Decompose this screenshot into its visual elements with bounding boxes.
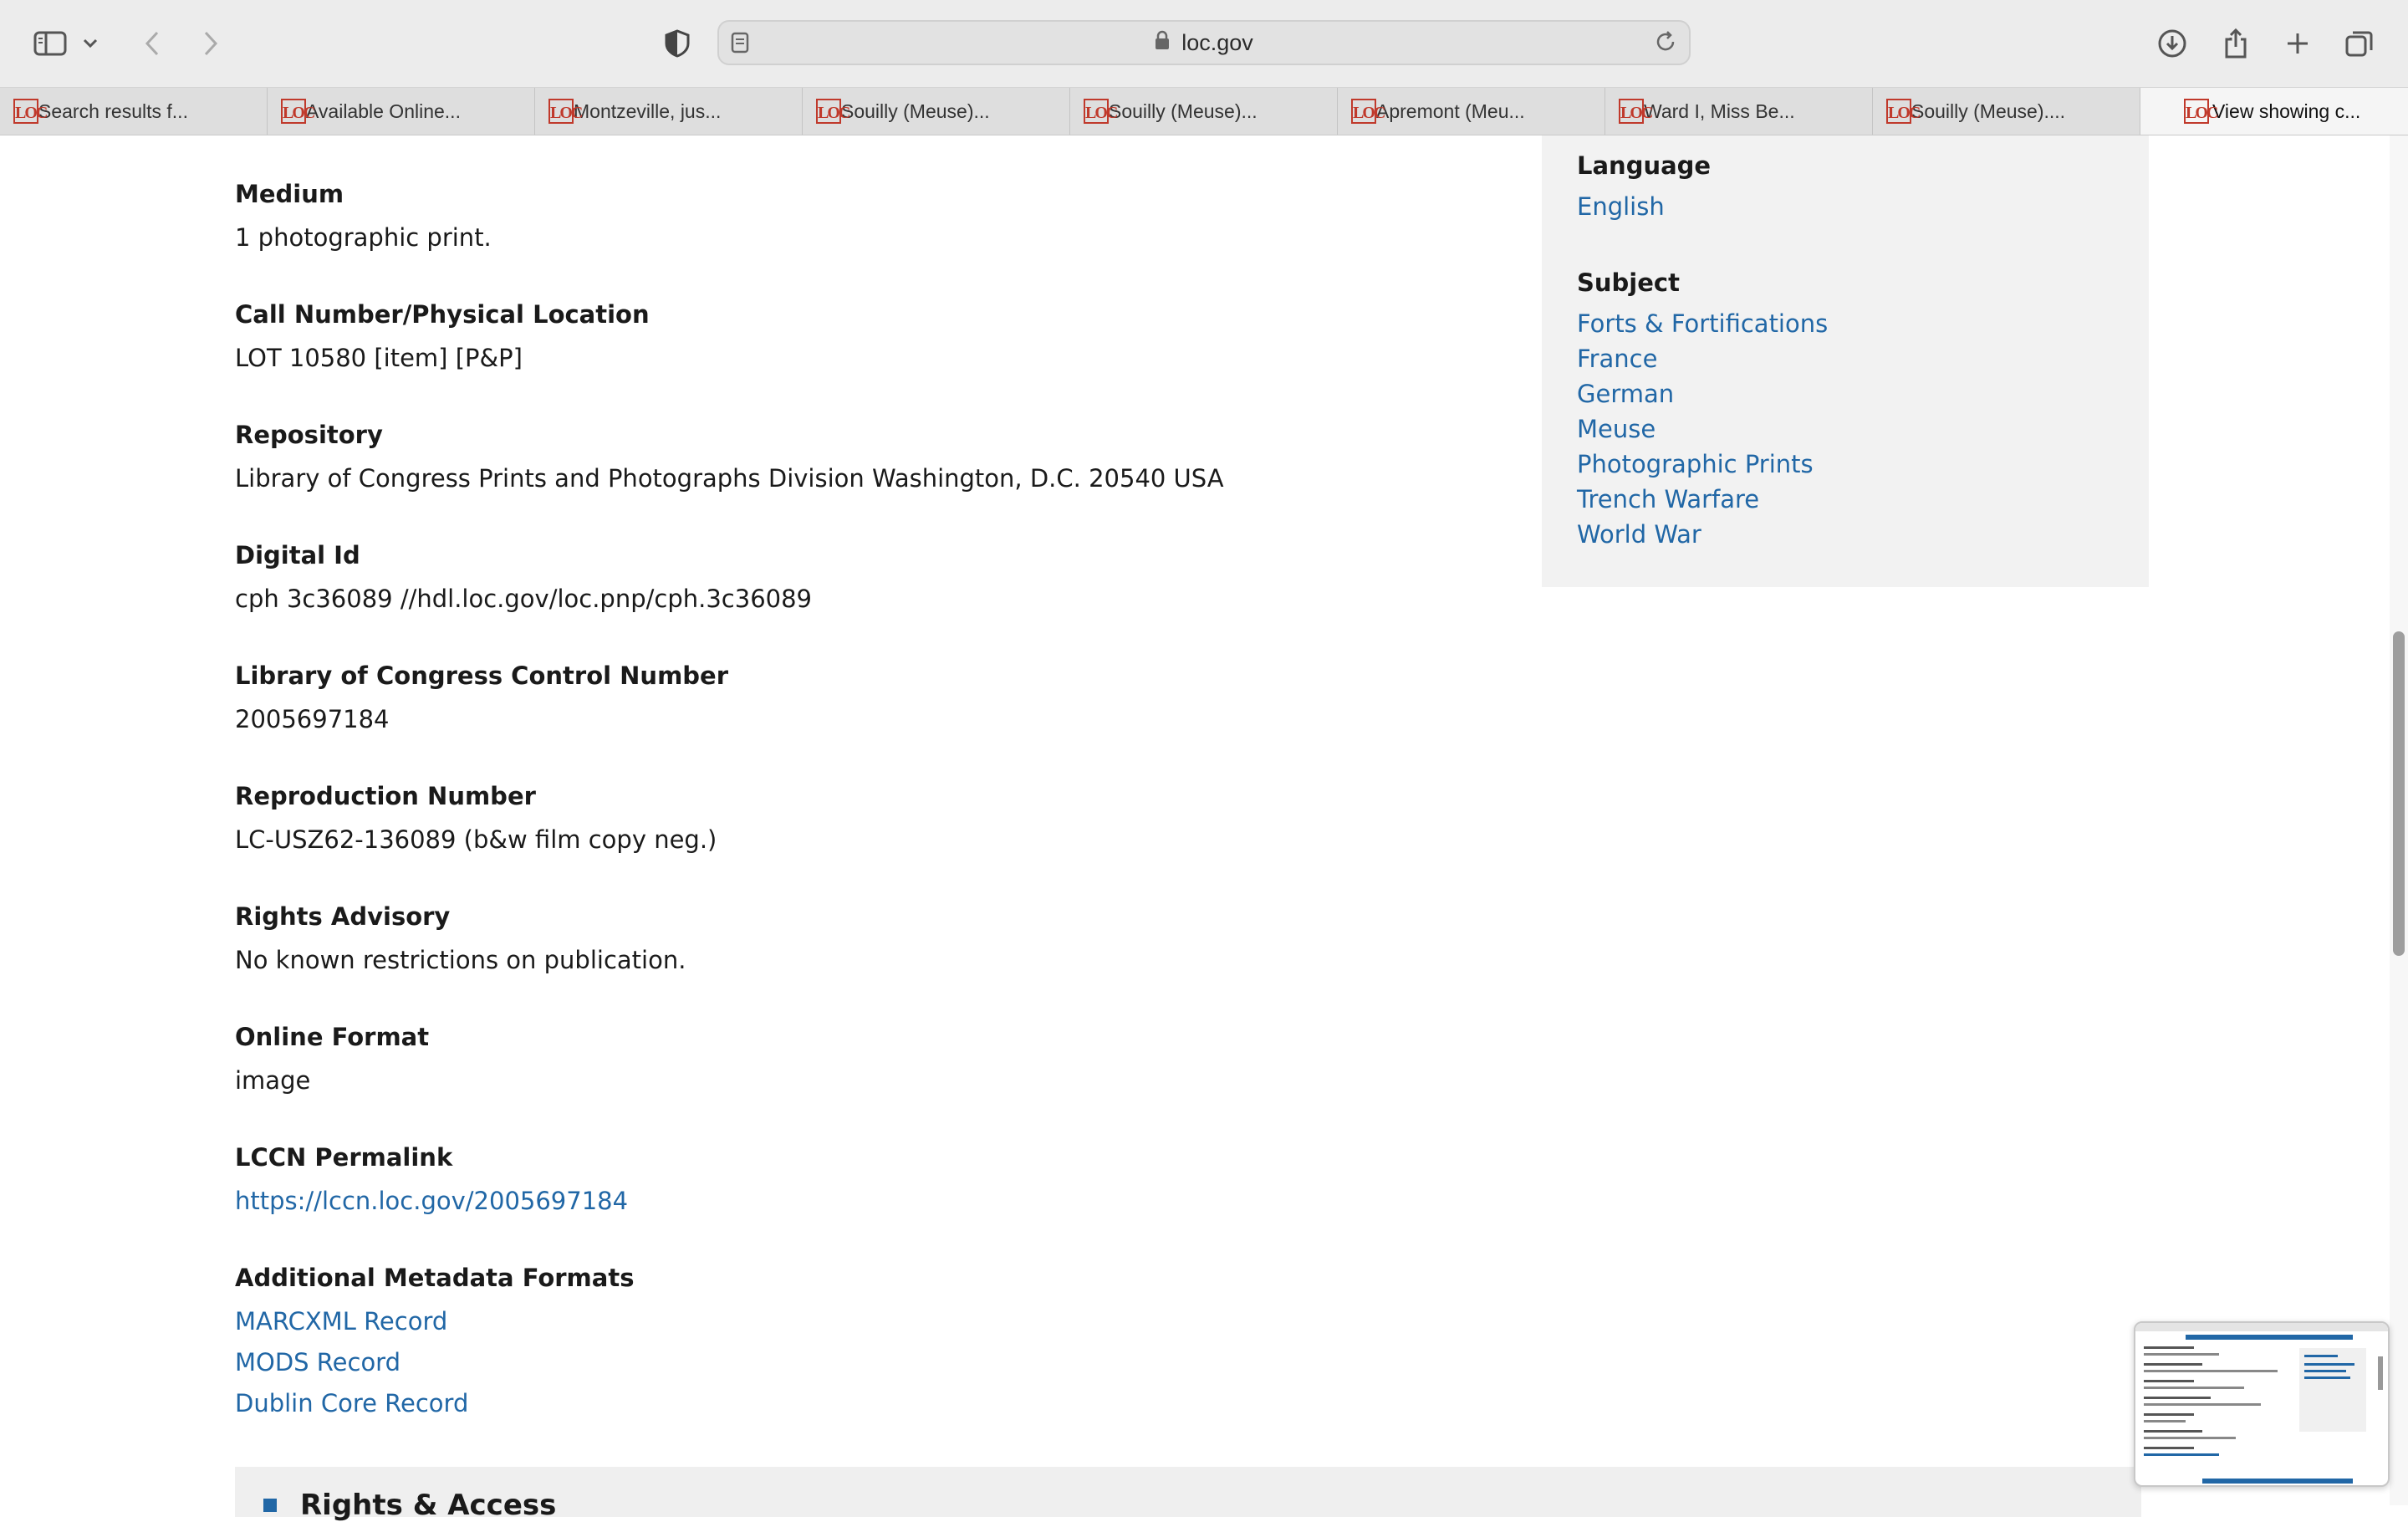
field-value: cph 3c36089 //hdl.loc.gov/loc.pnp/cph.3c36089 bbox=[235, 585, 812, 613]
field-metadata-formats bbox=[235, 1261, 634, 1424]
reload-icon[interactable] bbox=[1654, 30, 1677, 57]
tab-bar bbox=[0, 88, 2408, 135]
field-medium bbox=[235, 177, 492, 254]
tab-1[interactable] bbox=[268, 88, 535, 135]
facet-language bbox=[1577, 149, 1711, 224]
loc-favicon-icon: LOC bbox=[2184, 99, 2209, 124]
facet-link-english[interactable]: English bbox=[1577, 192, 1665, 221]
facet-label: Language bbox=[1577, 151, 1712, 180]
field-value: Library of Congress Prints and Photographs Division Washington, D.C. 20540 USA bbox=[235, 464, 1224, 493]
tab-4[interactable] bbox=[1070, 88, 1338, 135]
tab-5[interactable] bbox=[1338, 88, 1605, 135]
field-label: Rights Advisory bbox=[235, 902, 451, 931]
field-label: LCCN Permalink bbox=[235, 1143, 453, 1172]
loc-favicon-icon: LOC bbox=[1351, 99, 1376, 124]
marcxml-link[interactable]: MARCXML Record bbox=[235, 1307, 448, 1336]
field-value: No known restrictions on publication. bbox=[235, 946, 686, 974]
privacy-shield-icon[interactable] bbox=[654, 22, 701, 65]
loc-favicon-icon: LOC bbox=[281, 99, 306, 124]
field-repository bbox=[235, 418, 1224, 495]
loc-favicon-icon: LOC bbox=[548, 99, 574, 124]
field-value: image bbox=[235, 1066, 311, 1095]
field-value: 1 photographic print. bbox=[235, 223, 492, 252]
field-label: Digital Id bbox=[235, 541, 360, 569]
tab-2[interactable] bbox=[535, 88, 803, 135]
field-lccn bbox=[235, 659, 728, 736]
field-label: Reproduction Number bbox=[235, 782, 536, 810]
facet-link-subject[interactable]: Photographic Prints bbox=[1577, 450, 1814, 478]
loc-favicon-icon: LOC bbox=[1619, 99, 1644, 124]
field-reproduction-number bbox=[235, 779, 717, 856]
tab-8-active[interactable] bbox=[2140, 88, 2408, 135]
field-call-number bbox=[235, 298, 650, 375]
lock-icon bbox=[1155, 30, 1170, 56]
field-online-format bbox=[235, 1020, 429, 1097]
loc-favicon-icon: LOC bbox=[1886, 99, 1911, 124]
facet-subject bbox=[1577, 266, 1828, 552]
tab-7[interactable] bbox=[1873, 88, 2140, 135]
field-lccn-permalink bbox=[235, 1141, 628, 1222]
facet-link-subject[interactable]: World War bbox=[1577, 520, 1701, 549]
field-label: Additional Metadata Formats bbox=[235, 1264, 635, 1292]
facet-link-subject[interactable]: France bbox=[1577, 345, 1658, 373]
field-label: Online Format bbox=[235, 1023, 430, 1051]
permalink-link[interactable]: https://lccn.loc.gov/2005697184 bbox=[235, 1187, 629, 1215]
facet-link-subject[interactable]: Meuse bbox=[1577, 415, 1656, 443]
tab-label: Souilly (Meuse).... bbox=[1911, 100, 2066, 122]
new-tab-icon[interactable] bbox=[2274, 22, 2321, 65]
page-content bbox=[0, 135, 2408, 1505]
field-rights-advisory bbox=[235, 900, 686, 977]
tab-label: View showing c... bbox=[2212, 100, 2361, 122]
scrollbar-thumb[interactable] bbox=[2393, 631, 2405, 956]
browser-toolbar bbox=[0, 0, 2408, 88]
facet-link-subject[interactable]: German bbox=[1577, 380, 1675, 408]
address-bar[interactable] bbox=[717, 20, 1691, 65]
url-text: loc.gov bbox=[1181, 29, 1253, 55]
mods-link[interactable]: MODS Record bbox=[235, 1348, 401, 1376]
field-label: Library of Congress Control Number bbox=[235, 661, 729, 690]
tab-6[interactable] bbox=[1605, 88, 1873, 135]
field-label: Medium bbox=[235, 180, 344, 208]
field-label: Call Number/Physical Location bbox=[235, 300, 650, 329]
back-icon[interactable] bbox=[129, 22, 176, 65]
tab-3[interactable] bbox=[803, 88, 1070, 135]
field-digital-id bbox=[235, 539, 812, 615]
tab-label: Souilly (Meuse)... bbox=[1109, 100, 1258, 122]
field-label: Repository bbox=[235, 421, 383, 449]
screenshot-thumbnail[interactable] bbox=[2134, 1321, 2390, 1487]
tab-0[interactable] bbox=[0, 88, 268, 135]
field-value: 2005697184 bbox=[235, 705, 390, 733]
tab-label: Available Online... bbox=[306, 100, 461, 122]
rights-access-panel bbox=[235, 1467, 2141, 1522]
chevron-down-icon[interactable] bbox=[74, 22, 107, 65]
sidebar-toggle-icon[interactable] bbox=[27, 22, 74, 65]
field-value: LC-USZ62-136089 (b&w film copy neg.) bbox=[235, 825, 717, 854]
loc-favicon-icon: LOC bbox=[816, 99, 841, 124]
download-icon[interactable] bbox=[2149, 22, 2196, 65]
tab-label: Ward I, Miss Be... bbox=[1644, 100, 1795, 122]
facet-label: Subject bbox=[1577, 268, 1680, 297]
panel-title: Rights & Access bbox=[300, 1489, 557, 1522]
facet-link-subject[interactable]: Trench Warfare bbox=[1577, 485, 1760, 513]
tab-label: Search results f... bbox=[38, 100, 188, 122]
tab-label: Apremont (Meu... bbox=[1376, 100, 1525, 122]
share-icon[interactable] bbox=[2212, 22, 2259, 65]
forward-icon[interactable] bbox=[187, 22, 234, 65]
field-value: LOT 10580 [item] [P&P] bbox=[235, 344, 523, 372]
tab-label: Montzeville, jus... bbox=[574, 100, 722, 122]
dublin-core-link[interactable]: Dublin Core Record bbox=[235, 1389, 469, 1417]
facet-sidebar bbox=[1542, 135, 2149, 587]
tab-overview-icon[interactable] bbox=[2336, 22, 2383, 65]
loc-favicon-icon: LOC bbox=[13, 99, 38, 124]
tab-label: Souilly (Meuse)... bbox=[841, 100, 990, 122]
loc-favicon-icon: LOC bbox=[1084, 99, 1109, 124]
panel-marker-icon bbox=[263, 1499, 277, 1512]
facet-link-subject[interactable]: Forts & Fortifications bbox=[1577, 309, 1829, 338]
